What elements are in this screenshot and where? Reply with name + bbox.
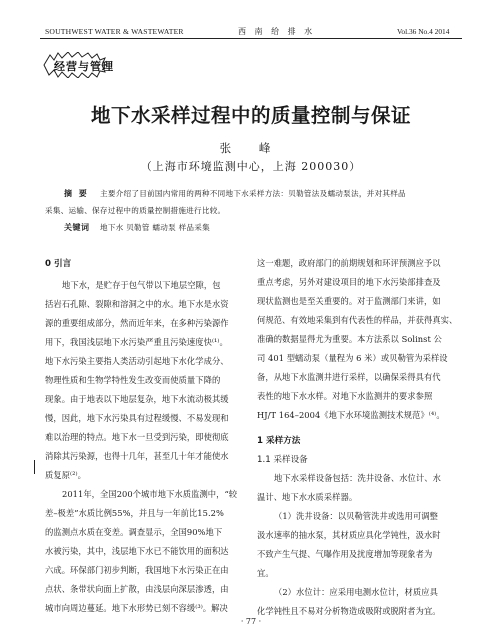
subsection-heading-equipment: 1.1 采样设备 <box>257 455 308 465</box>
body-line: 难以治理的特点。地下水一旦受到污染，即使彻底 <box>45 432 229 442</box>
body-line: 用下，我国浅层地下水污染严重且污染速度快⁽¹⁾。 <box>45 337 228 347</box>
body-line: （2）水位计：应采用电测水位计，材质应具 <box>274 587 438 597</box>
body-line: 汲水速率的抽水泵，其材质应具化学钝性，汲水时 <box>257 530 441 540</box>
body-line: 点状、条带状向面上扩散，由浅层向深层渗透，由 <box>45 584 229 594</box>
body-line: 宜。 <box>257 568 274 578</box>
margin-mark <box>34 460 35 474</box>
body-line: 不致产生气提、气曝作用及扰度增加等现象者为 <box>257 549 433 559</box>
abstract-label: 摘 要 <box>64 189 89 198</box>
column-badge-label: 经营与管理 <box>54 60 114 73</box>
body-line: 司 401 型蠕动泵（量程为 6 米）或贝勒管为采样设 <box>257 353 448 363</box>
body-line: 城市向周边蔓延。地下水形势已刻不容缓⁽³⁾。解决 <box>45 603 228 613</box>
body-line: 地下水采样设备包括：洗井设备、水位计、水 <box>274 473 441 483</box>
body-line: 这一难题，政府部门的前期规划和环评预测应予以 <box>257 258 441 268</box>
body-line: 消除其污染源，也得十几年，甚至几十年才能使水 <box>45 451 229 461</box>
journal-name-cn: 西 南 给 排 水 <box>238 27 316 36</box>
volume-issue: Vol.36 No.4 2014 <box>397 27 450 36</box>
keywords-label: 关键词 <box>64 223 90 232</box>
body-line: 的监测点水质在变差。调查显示，全国90%地下 <box>45 527 223 537</box>
author-affiliation: （上海市环境监测中心，上海 200030） <box>140 160 362 173</box>
body-line: 慢，因此，地下水污染具有过程缓慢、不易发现和 <box>45 413 229 423</box>
abstract-line: 主要介绍了目前国内常用的两种不同地下水采样方法：贝勒管法及蠕动泵法，并对其样品 <box>100 189 406 198</box>
body-line: 六成。环保部门初步判断，我国地下水污染正在由 <box>45 565 229 575</box>
journal-name-en: SOUTHWEST WATER & WASTEWATER <box>45 27 184 36</box>
body-line: 物理性质和生物学特性发生改变而使质量下降的 <box>45 375 221 385</box>
section-heading-intro: 0 引言 <box>45 259 72 269</box>
body-line: 现象。由于地表以下地层复杂，地下水流动极其缓 <box>45 394 229 404</box>
body-line: 备，从地下水监测井进行采样，以确保采得具有代 <box>257 372 441 382</box>
abstract-line: 采集、运输、保存过程中的质量控制措施进行比较。 <box>45 206 226 215</box>
body-line: 何规范、有效地采集到有代表性的样品，并获得真实、 <box>257 315 458 325</box>
header-rule <box>40 38 462 39</box>
body-line: 2011年，全国200个城市地下水质监测中，“较 <box>62 489 238 499</box>
body-line: 化学钝性且不易对分析物造成吸附或脱附者为宜。 <box>257 606 441 616</box>
body-line: 准确的数据显得尤为重要。本方法系以 Solinst 公 <box>257 334 442 344</box>
body-line: HJ/T 164–2004《地下水环境监测技术规范》⁽⁴⁾。 <box>257 410 445 420</box>
article-author: 张 峰 <box>219 141 283 155</box>
body-line: 差–极差”水质比例55%，并且与一年前比15.2% <box>45 508 224 518</box>
keywords-text: 地下水 贝勒管 蠕动泵 样品采集 <box>100 223 210 232</box>
section-heading-method: 1 采样方法 <box>257 436 301 446</box>
body-line: 水被污染，其中，浅层地下水已不能饮用的面积达 <box>45 546 229 556</box>
article-title: 地下水采样过程中的质量控制与保证 <box>90 104 411 127</box>
body-line: 地下水，是贮存于包气带以下地层空隙，包 <box>62 280 221 290</box>
body-line: 质复原⁽²⁾。 <box>45 470 86 480</box>
body-line: 表性的地下水水样。对地下水监测井的要求参照 <box>257 391 433 401</box>
page-number: · 77 · <box>240 617 262 626</box>
body-line: 地下水污染主要指人类活动引起地下水化学成分、 <box>45 356 229 366</box>
body-line: （1）洗井设备：以贝勒管洗井或选用可调整 <box>274 511 438 521</box>
body-line: 源的重要组成部分，然而近年来，在多种污染源作 <box>45 318 229 328</box>
body-line: 重点考虑，另外对建设项目的地下水污染部排查及 <box>257 277 441 287</box>
body-line: 温计、地下水水质采样器。 <box>257 492 358 502</box>
body-line: 现状监测也是至关重要的。对于监测部门来讲，如 <box>257 296 441 306</box>
body-line: 括岩石孔隙、裂隙和溶洞之中的水。地下水是水资 <box>45 299 229 309</box>
